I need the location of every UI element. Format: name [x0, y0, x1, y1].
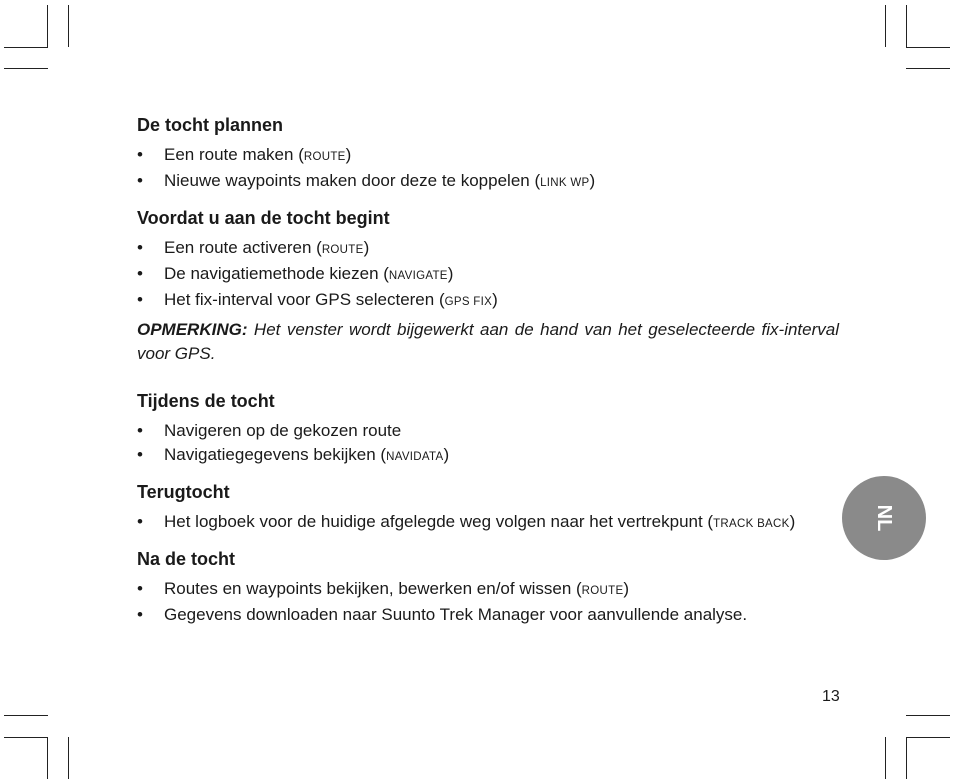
crop-mark — [906, 737, 907, 779]
section-during — [137, 390, 839, 469]
menu-code: GPS FIX — [444, 296, 493, 308]
bullet-list — [137, 419, 839, 469]
crop-mark — [906, 5, 907, 47]
section-after — [137, 548, 839, 627]
list-item: • Navigatiegegevens bekijken (NAVIDATA) — [137, 443, 839, 469]
section-return — [137, 481, 839, 536]
crop-mark — [47, 5, 48, 47]
crop-mark — [906, 737, 950, 738]
language-tab — [842, 476, 926, 560]
note — [137, 318, 839, 366]
crop-mark — [4, 715, 48, 716]
bullet-list — [137, 577, 839, 627]
bullet-list — [137, 236, 839, 314]
menu-code: ROUTE — [321, 244, 364, 256]
crop-mark — [4, 47, 48, 48]
list-item: • Gegevens downloaden naar Suunto Trek Manager voor aanvullende analyse. — [137, 603, 839, 627]
menu-code: NAVIDATA — [386, 451, 444, 463]
section-heading: Voordat u aan de tocht begint — [137, 208, 390, 228]
crop-mark — [906, 715, 950, 716]
section-plan — [137, 114, 839, 195]
list-item: • De navigatiemethode kiezen (NAVIGATE) — [137, 262, 839, 288]
crop-mark — [4, 68, 48, 69]
menu-code: LINK WP — [540, 177, 590, 189]
section-heading: Terugtocht — [137, 482, 230, 502]
crop-mark — [906, 68, 950, 69]
language-tab-label: NL — [873, 504, 896, 532]
note-text: Het venster wordt bijgewerkt aan de hand van het geselecteerde fix-interval voor GPS. — [137, 320, 839, 363]
list-item: • Routes en waypoints bekijken, bewerken en/of wissen (ROUTE) — [137, 577, 839, 603]
crop-mark — [68, 737, 69, 779]
crop-mark — [68, 5, 69, 47]
crop-mark — [885, 5, 886, 47]
bullet-icon: • — [137, 145, 143, 164]
page-number: 13 — [822, 688, 840, 705]
bullet-icon: • — [137, 512, 143, 531]
crop-mark — [906, 47, 950, 48]
bullet-icon: • — [137, 445, 143, 464]
section-before — [137, 207, 839, 366]
bullet-icon: • — [137, 421, 143, 440]
section-heading: De tocht plannen — [137, 115, 284, 135]
section-heading: Tijdens de tocht — [137, 391, 275, 411]
bullet-list — [137, 510, 839, 536]
menu-code: ROUTE — [303, 151, 346, 163]
list-item: • Een route activeren (ROUTE) — [137, 236, 839, 262]
crop-mark — [47, 737, 48, 779]
bullet-icon: • — [137, 290, 143, 309]
crop-mark — [885, 737, 886, 779]
bullet-icon: • — [137, 238, 143, 257]
page-content — [137, 114, 839, 627]
crop-mark — [4, 737, 48, 738]
bullet-list — [137, 143, 839, 195]
menu-code: TRACK BACK — [713, 518, 790, 530]
menu-code: ROUTE — [581, 585, 624, 597]
list-item: • Een route maken (ROUTE) — [137, 143, 839, 169]
list-item: • Navigeren op de gekozen route — [137, 419, 839, 443]
bullet-icon: • — [137, 579, 143, 598]
list-item: • Nieuwe waypoints maken door deze te koppelen (LINK WP) — [137, 169, 839, 195]
menu-code: NAVIGATE — [388, 270, 448, 282]
note-label: OPMERKING: — [137, 320, 248, 339]
bullet-icon: • — [137, 264, 143, 283]
bullet-icon: • — [137, 605, 143, 624]
list-item: • Het logboek voor de huidige afgelegde weg volgen naar het vertrekpunt (TRACK BACK) — [137, 510, 839, 536]
section-heading: Na de tocht — [137, 549, 236, 569]
list-item: • Het fix-interval voor GPS selecteren (GPS FIX) — [137, 288, 839, 314]
bullet-icon: • — [137, 171, 143, 190]
